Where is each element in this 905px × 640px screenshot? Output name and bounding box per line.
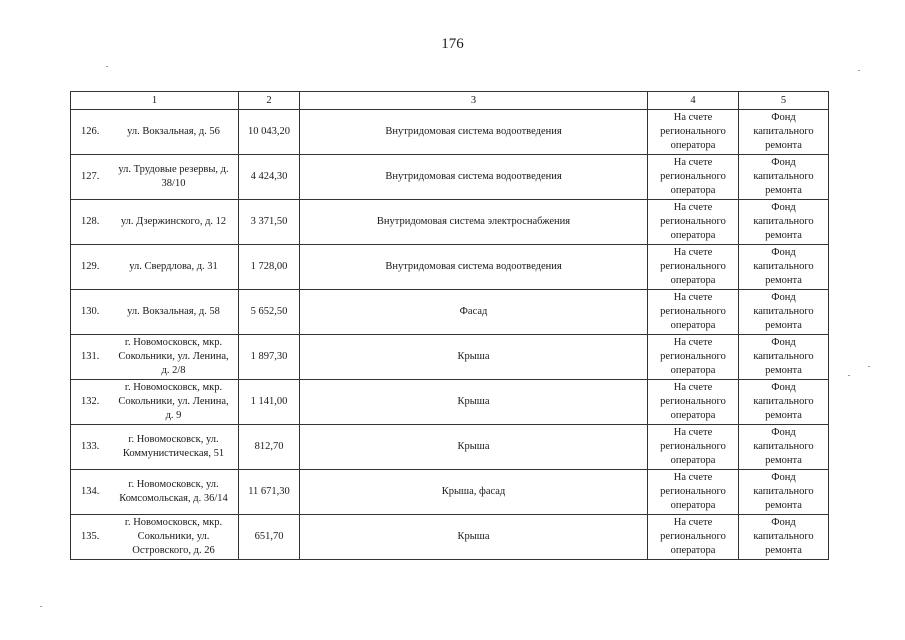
row-fund: Фонд капитального ремонта: [739, 335, 829, 380]
row-system: Крыша: [300, 515, 648, 560]
row-number: 126.: [81, 126, 100, 137]
row-number: 129.: [81, 261, 100, 272]
row-number: 132.: [81, 396, 100, 407]
table-row: [71, 335, 829, 380]
col-header-4: 4: [648, 92, 739, 110]
item-cell: [71, 245, 239, 290]
item-cell: [71, 200, 239, 245]
row-fund: Фонд капитального ремонта: [739, 470, 829, 515]
row-address: ул. Свердлова, д. 31: [129, 261, 218, 272]
row-cost: 1 141,00: [239, 380, 300, 425]
row-number: 134.: [81, 486, 100, 497]
row-system: Внутридомовая система водоотведения: [300, 110, 648, 155]
row-account: На счете регионального оператора: [648, 200, 739, 245]
row-number: 133.: [81, 441, 100, 452]
row-cost: 3 371,50: [239, 200, 300, 245]
row-system: Внутридомовая система электроснабжения: [300, 200, 648, 245]
row-fund: Фонд капитального ремонта: [739, 515, 829, 560]
row-account: На счете регионального оператора: [648, 110, 739, 155]
table-row: [71, 200, 829, 245]
scan-speck: [106, 66, 108, 67]
row-address: г. Новомосковск, ул. Коммунистическая, 51: [122, 434, 225, 459]
row-cost: 812,70: [239, 425, 300, 470]
row-cost: 651,70: [239, 515, 300, 560]
row-account: На счете регионального оператора: [648, 290, 739, 335]
row-system: Внутридомовая система водоотведения: [300, 245, 648, 290]
row-number: 127.: [81, 171, 100, 182]
row-number: 130.: [81, 306, 100, 317]
item-cell: [71, 515, 239, 560]
row-address: г. Новомосковск, мкр. Сокольники, ул. Ленина, д. 9: [118, 382, 229, 421]
row-address: г. Новомосковск, мкр. Сокольники, ул. Ленина, д. 2/8: [118, 337, 229, 376]
item-cell: [71, 380, 239, 425]
item-cell: [71, 290, 239, 335]
row-system: Внутридомовая система водоотведения: [300, 155, 648, 200]
row-fund: Фонд капитального ремонта: [739, 200, 829, 245]
row-address: г. Новомосковск, мкр. Сокольники, ул. Островского, д. 26: [124, 517, 223, 556]
row-system: Крыша: [300, 335, 648, 380]
row-address: ул. Вокзальная, д. 58: [127, 306, 220, 317]
row-cost: 1 728,00: [239, 245, 300, 290]
col-header-5: 5: [739, 92, 829, 110]
scan-speck: [848, 375, 850, 376]
item-cell: [71, 335, 239, 380]
scan-speck: [858, 70, 860, 71]
page-number: 176: [441, 36, 464, 52]
row-account: На счете регионального оператора: [648, 335, 739, 380]
item-cell: [71, 425, 239, 470]
table-row: [71, 515, 829, 560]
row-cost: 1 897,30: [239, 335, 300, 380]
row-fund: Фонд капитального ремонта: [739, 425, 829, 470]
row-account: На счете регионального оператора: [648, 515, 739, 560]
row-number: 135.: [81, 531, 100, 542]
table-row: [71, 290, 829, 335]
table-row: [71, 110, 829, 155]
row-cost: 5 652,50: [239, 290, 300, 335]
row-account: На счете регионального оператора: [648, 470, 739, 515]
item-cell: [71, 470, 239, 515]
row-fund: Фонд капитального ремонта: [739, 245, 829, 290]
scan-speck: [40, 606, 42, 607]
table-body: [71, 110, 829, 560]
row-cost: 10 043,20: [239, 110, 300, 155]
row-system: Крыша: [300, 425, 648, 470]
row-address: ул. Трудовые резервы, д. 38/10: [118, 164, 229, 189]
scan-speck: [868, 366, 870, 367]
col-header-2: 2: [239, 92, 300, 110]
table-row: [71, 425, 829, 470]
column-number-header-row: [71, 92, 829, 110]
row-account: На счете регионального оператора: [648, 380, 739, 425]
col-header-3: 3: [300, 92, 648, 110]
table-row: [71, 470, 829, 515]
row-address: ул. Дзержинского, д. 12: [120, 216, 227, 227]
row-number: 131.: [81, 351, 100, 362]
item-cell: [71, 110, 239, 155]
item-cell: [71, 155, 239, 200]
row-fund: Фонд капитального ремонта: [739, 380, 829, 425]
row-system: Крыша: [300, 380, 648, 425]
row-number: 128.: [81, 216, 100, 227]
row-account: На счете регионального оператора: [648, 425, 739, 470]
row-fund: Фонд капитального ремонта: [739, 290, 829, 335]
repair-register-table: [70, 91, 829, 560]
row-address: ул. Вокзальная, д. 56: [127, 126, 220, 137]
table-row: [71, 245, 829, 290]
row-system: Крыша, фасад: [300, 470, 648, 515]
row-address: г. Новомосковск, ул. Комсомольская, д. 36/14: [119, 479, 228, 504]
table-row: [71, 380, 829, 425]
row-cost: 4 424,30: [239, 155, 300, 200]
row-fund: Фонд капитального ремонта: [739, 110, 829, 155]
row-account: На счете регионального оператора: [648, 245, 739, 290]
row-account: На счете регионального оператора: [648, 155, 739, 200]
row-fund: Фонд капитального ремонта: [739, 155, 829, 200]
table-row: [71, 155, 829, 200]
row-system: Фасад: [300, 290, 648, 335]
col-header-1: 1: [71, 92, 239, 110]
row-cost: 11 671,30: [239, 470, 300, 515]
